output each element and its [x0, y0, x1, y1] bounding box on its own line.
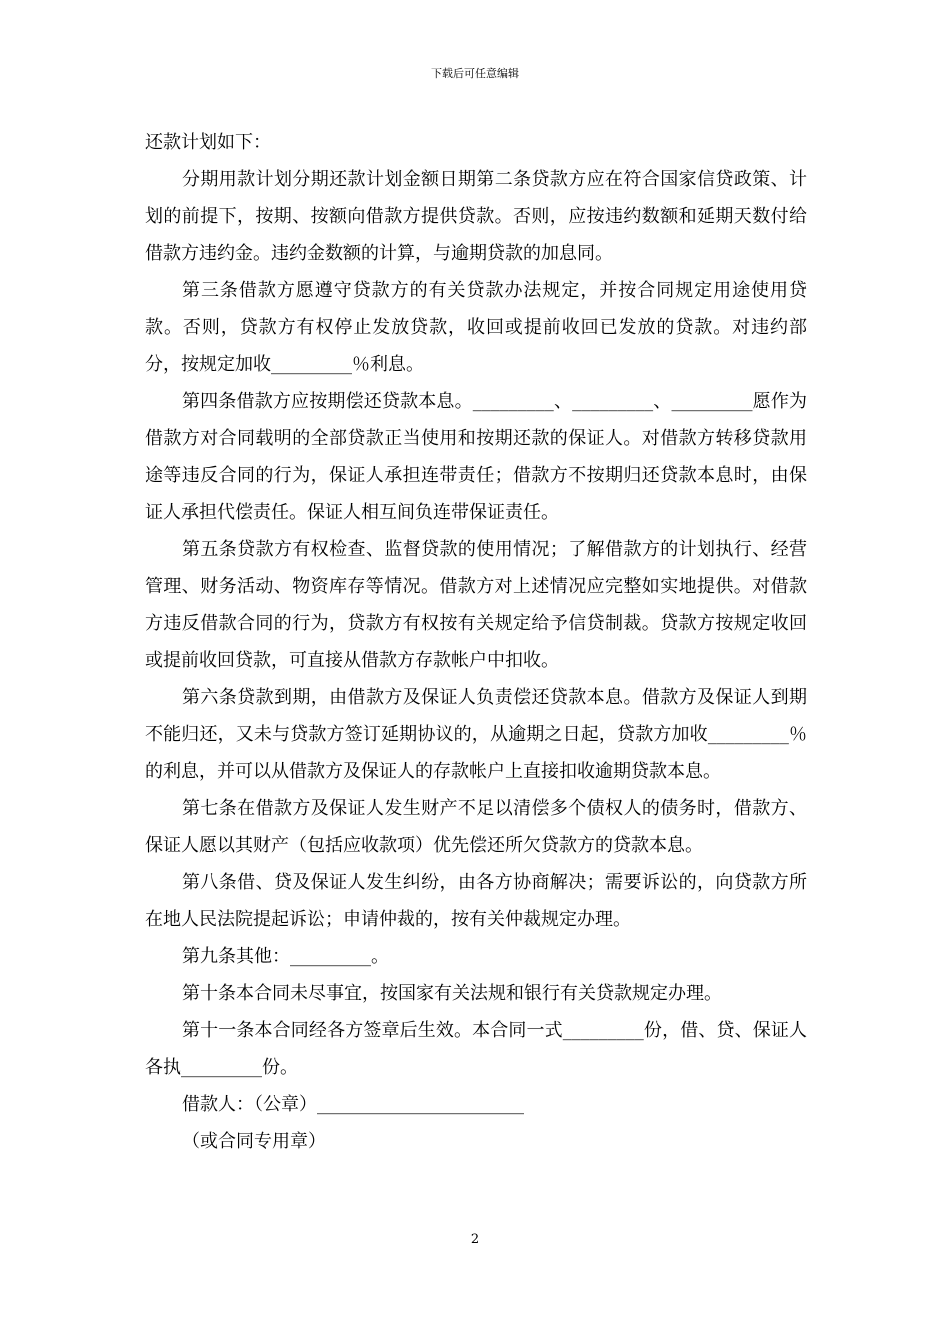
paragraph-article-9: 第九条其他：_________。	[182, 946, 389, 967]
paragraph-article-11: 第十一条本合同经各方签章后生效。本合同一式_________份，借、贷、保证人各执_________份。	[145, 1020, 807, 1078]
paragraph-article-6: 第六条贷款到期，由借款方及保证人负责偿还贷款本息。借款方及保证人到期不能归还，又未与贷款方签订延期协议的，从逾期之日起，贷款方加收_________％的利息，并可以从借款方及保证人的存款帐户上直接扣收逾期贷款本息。	[145, 687, 807, 782]
borrower-signature-line: 借款人：（公章）_______________________	[182, 1094, 524, 1115]
paragraph-article-5: 第五条贷款方有权检查、监督贷款的使用情况；了解借款方的计划执行、经营管理、财务活动、物资库存等情况。借款方对上述情况应完整如实地提供。对借款方违反借款合同的行为，贷款方有权按有关规定给予信贷制裁。贷款方按规定收回或提前收回贷款，可直接从借款方存款帐户中扣收。	[145, 539, 807, 671]
paragraph-article-4: 第四条借款方应按期偿还贷款本息。_________、_________、_________愿作为借款方对合同载明的全部贷款正当使用和按期还款的保证人。对借款方转移贷款用途等违反合同的行为，保证人承担连带责任；借款方不按期归还贷款本息时，由保证人承担代偿责任。保证人相互间负连带保证责任。	[145, 391, 807, 523]
page-number: 2	[470, 1232, 480, 1247]
paragraph-article-7: 第七条在借款方及保证人发生财产不足以清偿多个债权人的债务时，借款方、保证人愿以其财产（包括应收款项）优先偿还所欠贷款方的贷款本息。	[145, 798, 807, 856]
paragraph-article-2: 分期用款计划分期还款计划金额日期第二条贷款方应在符合国家信贷政策、计划的前提下，按期、按额向借款方提供贷款。否则，应按违约数额和延期天数付给借款方违约金。违约金数额的计算，与逾期贷款的加息同。	[145, 169, 807, 264]
paragraph-article-3: 第三条借款方愿遵守贷款方的有关贷款办法规定，并按合同规定用途使用贷款。否则，贷款方有权停止发放贷款，收回或提前收回已发放的贷款。对违约部分，按规定加收_________％利息。	[145, 280, 807, 375]
paragraph-repayment-plan: 还款计划如下：	[145, 132, 271, 153]
paragraph-article-10: 第十条本合同未尽事宜，按国家有关法规和银行有关贷款规定办理。	[182, 983, 722, 1004]
document-body	[145, 124, 807, 1160]
paragraph-article-8: 第八条借、贷及保证人发生纠纷，由各方协商解决；需要诉讼的，向贷款方所在地人民法院提起诉讼；申请仲裁的，按有关仲裁规定办理。	[145, 872, 807, 930]
contract-seal-note: （或合同专用章）	[182, 1131, 326, 1152]
page-header: 下载后可任意编辑	[431, 67, 519, 80]
